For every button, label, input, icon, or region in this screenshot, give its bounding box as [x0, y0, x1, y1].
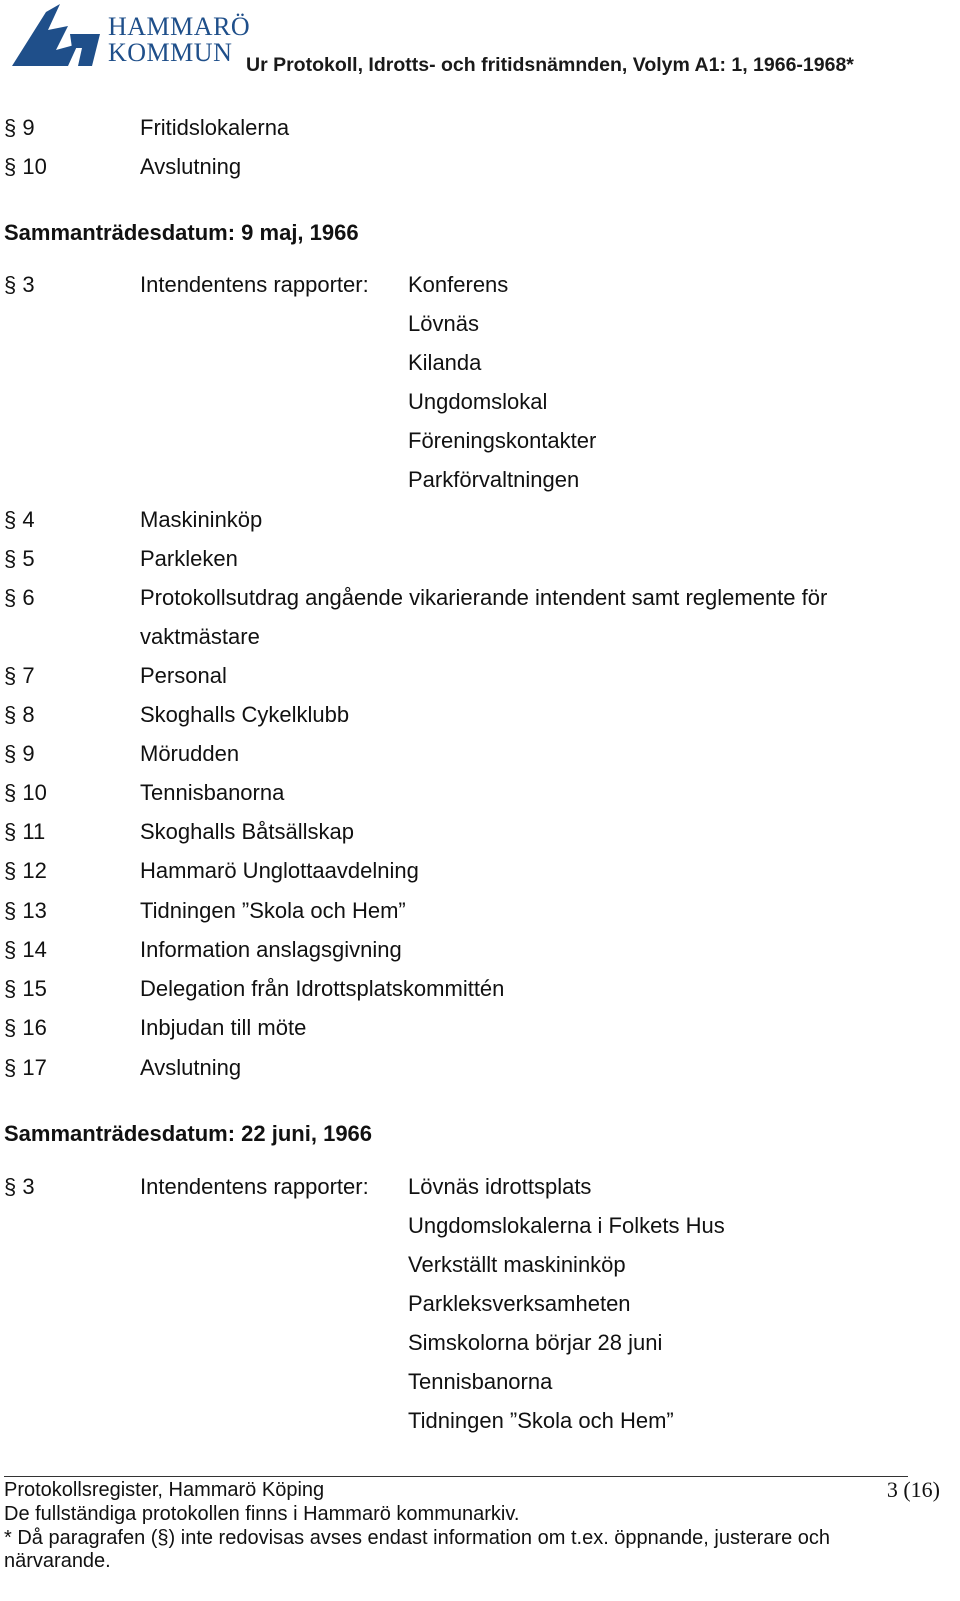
section-number: § 3 — [4, 272, 35, 297]
section-number: § 7 — [4, 663, 35, 688]
item-text: Parkleken — [140, 546, 238, 571]
section-number: § 14 — [4, 937, 47, 962]
section-number: § 11 — [4, 819, 46, 844]
item-text: Inbjudan till möte — [140, 1015, 307, 1040]
item-text: Maskininköp — [140, 507, 263, 532]
section-number: § 6 — [4, 585, 35, 610]
report-subitem: Kilanda — [408, 350, 482, 375]
section-number: § 17 — [4, 1055, 47, 1080]
report-subitem: Tennisbanorna — [408, 1369, 553, 1394]
item-text: Tennisbanorna — [140, 780, 285, 805]
report-subitem: Tidningen ”Skola och Hem” — [408, 1408, 674, 1433]
report-subitem: Lövnäs idrottsplats — [408, 1174, 592, 1199]
logo-wordmark — [108, 14, 250, 66]
section-number: § 15 — [4, 976, 47, 1001]
footer-line: Protokollsregister, Hammarö Köping — [4, 1479, 325, 1501]
report-subitem: Verkställt maskininköp — [408, 1252, 626, 1277]
document-title: Ur Protokoll, Idrotts- och fritidsnämnden, Volym A1: 1, 1966-1968* — [246, 54, 854, 76]
section-number: § 5 — [4, 546, 35, 571]
item-text: Protokollsutdrag angående vikarierande intendent samt reglemente för — [140, 585, 828, 610]
footer-divider — [4, 1476, 908, 1477]
logo-line1: HAMMARÖ — [108, 12, 251, 41]
item-text: Tidningen ”Skola och Hem” — [140, 898, 406, 923]
item-text: Skoghalls Båtsällskap — [140, 819, 355, 844]
item-text: Fritidslokalerna — [140, 115, 290, 140]
report-subitem: Parkförvaltningen — [408, 467, 580, 492]
section-number: § 3 — [4, 1174, 35, 1199]
report-subitem: Ungdomslokal — [408, 389, 548, 414]
section-number: § 12 — [4, 858, 47, 883]
item-text: Avslutning — [140, 154, 242, 179]
section-number: § 8 — [4, 702, 35, 727]
section-number: § 13 — [4, 898, 47, 923]
report-subitem: Parkleksverksamheten — [408, 1291, 631, 1316]
item-text: Delegation från Idrottsplatskommittén — [140, 976, 505, 1001]
item-text: Personal — [140, 663, 227, 688]
report-subitem: Föreningskontakter — [408, 428, 597, 453]
report-subitem: Simskolorna börjar 28 juni — [408, 1330, 663, 1355]
footer-line: De fullständiga protokollen finns i Hammarö kommunarkiv. — [4, 1503, 520, 1525]
section-number: § 9 — [4, 741, 35, 766]
report-subitem: Ungdomslokalerna i Folkets Hus — [408, 1213, 725, 1238]
section-number: § 10 — [4, 154, 47, 179]
footer-note: * Då paragrafen (§) inte redovisas avses endast information om t.ex. öppnande, justerare och — [4, 1527, 831, 1549]
logo-line2: KOMMUN — [108, 38, 233, 67]
section-number: § 10 — [4, 780, 47, 805]
section-number: § 9 — [4, 115, 35, 140]
item-text: Mörudden — [140, 741, 240, 766]
meeting-heading: Sammanträdesdatum: 22 juni, 1966 — [4, 1121, 373, 1146]
item-text: Hammarö Unglottaavdelning — [140, 858, 419, 883]
hammaro-emblem-icon — [8, 4, 104, 70]
item-text: Skoghalls Cykelklubb — [140, 702, 350, 727]
report-label: Intendentens rapporter: — [140, 1174, 369, 1199]
report-subitem: Lövnäs — [408, 311, 479, 336]
report-subitem: Konferens — [408, 272, 509, 297]
item-text: Information anslagsgivning — [140, 937, 402, 962]
section-number: § 4 — [4, 507, 35, 532]
footer-note: närvarande. — [4, 1550, 111, 1572]
section-number: § 16 — [4, 1015, 47, 1040]
meeting-heading: Sammanträdesdatum: 9 maj, 1966 — [4, 220, 359, 245]
page-number: 3 (16) — [886, 1477, 940, 1502]
report-label: Intendentens rapporter: — [140, 272, 369, 297]
hammaro-logo — [8, 4, 251, 70]
item-text: Avslutning — [140, 1055, 242, 1080]
item-text: vaktmästare — [140, 624, 260, 649]
